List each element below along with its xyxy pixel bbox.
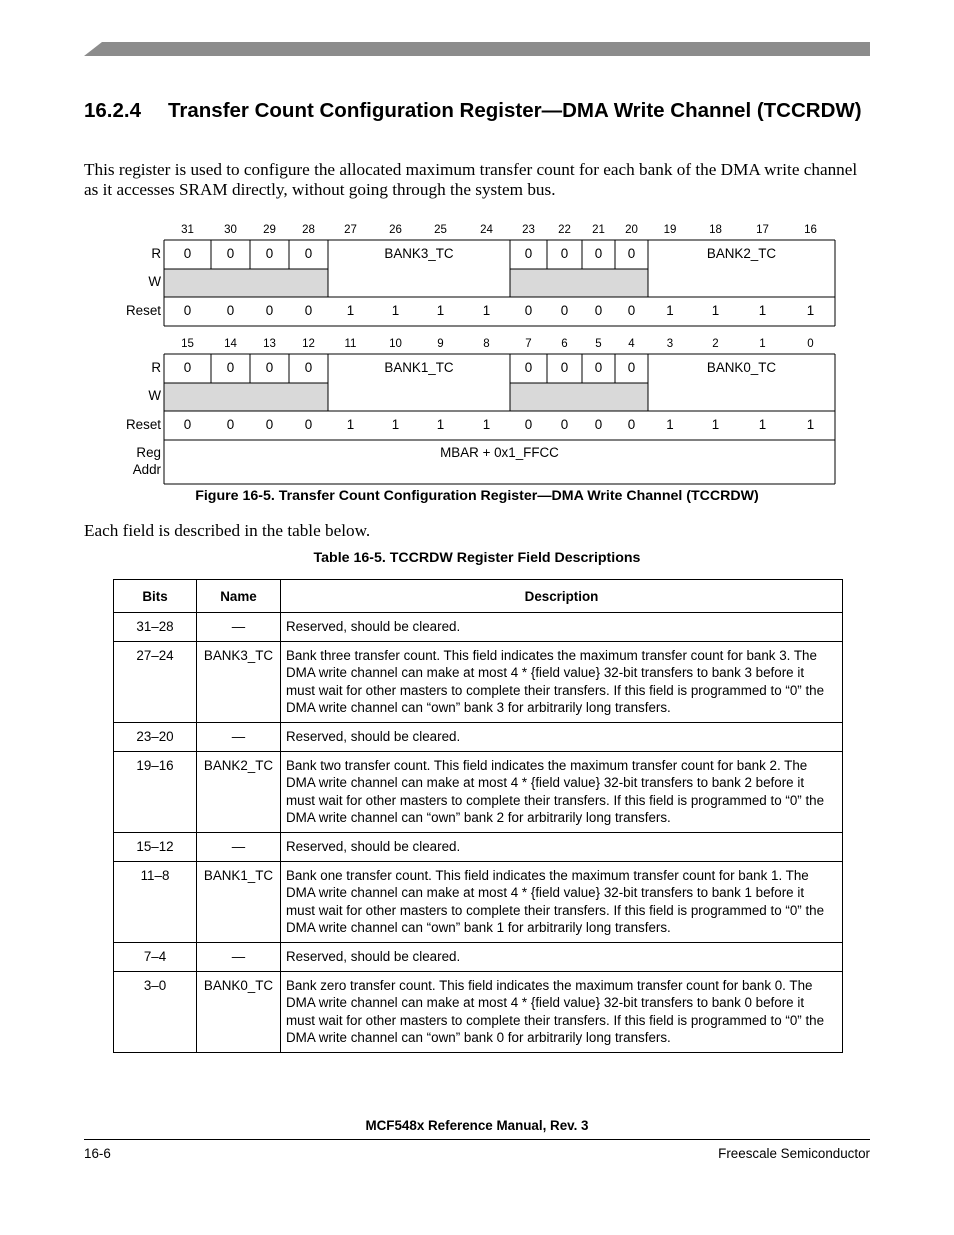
reset-bit-value: 0 <box>183 303 192 318</box>
bit-number: 26 <box>389 224 402 236</box>
bit-number: 17 <box>756 224 769 236</box>
table-row <box>114 862 843 943</box>
cell-description <box>281 833 843 862</box>
bit-number: 20 <box>625 224 638 236</box>
section-title: Transfer Count Configuration Register—DMA Write Channel (TCCRDW) <box>168 99 862 122</box>
table-row <box>114 972 843 1053</box>
reserved-bit-value: 0 <box>226 246 235 261</box>
field-name-low: BANK2_TC <box>706 246 777 261</box>
bit-number: 8 <box>483 338 490 350</box>
bit-number: 15 <box>181 338 194 350</box>
reset-bit-value: 0 <box>304 417 313 432</box>
description-line: DMA write channel can “own” bank 2 for arbitrarily long transfers. <box>286 809 671 825</box>
write-row-label: W <box>148 274 161 289</box>
register-diagram <box>0 0 954 520</box>
bit-number: 9 <box>437 338 444 350</box>
company-name: Freescale Semiconductor <box>718 1146 870 1161</box>
bit-number: 25 <box>434 224 447 236</box>
description-line: DMA write channel can make at most 4 * {field value} 32-bit transfers to bank 3 before it <box>286 665 805 681</box>
description-line: Bank two transfer count. This field indicates the maximum transfer count for bank 2. The <box>286 758 808 774</box>
read-row-label: R <box>151 246 161 261</box>
reserved-bit-value: 0 <box>304 360 313 375</box>
register-lower-half <box>126 338 835 440</box>
bit-number: 23 <box>522 224 535 236</box>
reserved-bit-value: 0 <box>524 360 533 375</box>
reset-bit-value: 0 <box>226 417 235 432</box>
bit-number: 12 <box>302 338 315 350</box>
bit-number: 4 <box>628 338 635 350</box>
bit-number: 18 <box>709 224 722 236</box>
cell-name: — <box>197 613 281 642</box>
cell-description <box>281 613 843 642</box>
description-line: DMA write channel can make at most 4 * {field value} 32-bit transfers to bank 2 before it <box>286 775 805 791</box>
cell-description <box>281 642 843 723</box>
bit-number: 14 <box>224 338 237 350</box>
description-line: Bank one transfer count. This field indicates the maximum transfer count for bank 1. The <box>286 868 809 884</box>
description-line: must wait for other masters to complete their transfers. If this field is programmed to “0” the <box>286 902 825 918</box>
reserved-bit-value: 0 <box>594 360 603 375</box>
reserved-bit-value: 0 <box>560 360 569 375</box>
bit-number: 16 <box>804 224 817 236</box>
reset-bit-value: 1 <box>346 303 355 318</box>
reset-bit-value: 0 <box>183 417 192 432</box>
reg-addr-label: Addr <box>132 462 161 477</box>
reset-bit-value: 1 <box>391 417 400 432</box>
reserved-write-shade <box>164 383 328 411</box>
cell-bits: 11–8 <box>114 862 197 943</box>
description-line: must wait for other masters to complete their transfers. If this field is programmed to “0” the <box>286 792 825 808</box>
reserved-bit-value: 0 <box>304 246 313 261</box>
reset-bit-value: 1 <box>758 417 767 432</box>
table-row <box>114 723 843 752</box>
description-line: DMA write channel can make at most 4 * {field value} 32-bit transfers to bank 1 before it <box>286 885 805 901</box>
description-line: Reserved, should be cleared. <box>286 729 461 745</box>
reserved-bit-value: 0 <box>627 360 636 375</box>
bit-number: 1 <box>759 338 766 350</box>
write-row-label: W <box>148 388 161 403</box>
field-description-table <box>113 579 843 1053</box>
cell-name: — <box>197 833 281 862</box>
section-number: 16.2.4 <box>84 99 141 122</box>
cell-bits: 31–28 <box>114 613 197 642</box>
footer-rule <box>84 1139 870 1140</box>
field-name-low: BANK0_TC <box>706 360 777 375</box>
reserved-write-shade <box>510 269 648 297</box>
bit-number: 27 <box>344 224 357 236</box>
bit-number: 0 <box>807 338 814 350</box>
bit-number: 5 <box>595 338 602 350</box>
reset-bit-value: 0 <box>627 303 636 318</box>
reset-bit-value: 0 <box>524 417 533 432</box>
reserved-bit-value: 0 <box>594 246 603 261</box>
reserved-bit-value: 0 <box>627 246 636 261</box>
reg-addr-value: MBAR + 0x1_FFCC <box>440 445 559 460</box>
cell-description <box>281 943 843 972</box>
bit-number: 7 <box>525 338 532 350</box>
reserved-bit-value: 0 <box>524 246 533 261</box>
table-title: Table 16-5. TCCRDW Register Field Descriptions <box>313 550 641 566</box>
bit-number: 30 <box>224 224 237 236</box>
reserved-bit-value: 0 <box>265 360 274 375</box>
cell-description <box>281 723 843 752</box>
reset-bit-value: 1 <box>711 303 720 318</box>
bit-number: 10 <box>389 338 402 350</box>
cell-name: BANK3_TC <box>197 642 281 723</box>
description-line: Reserved, should be cleared. <box>286 839 461 855</box>
cell-bits: 23–20 <box>114 723 197 752</box>
reserved-write-shade <box>510 383 648 411</box>
bit-number: 3 <box>666 338 674 350</box>
reserved-bit-value: 0 <box>183 246 192 261</box>
bit-number: 29 <box>263 224 276 236</box>
field-name-high: BANK1_TC <box>384 360 454 375</box>
cell-name: BANK2_TC <box>197 752 281 833</box>
description-line: DMA write channel can “own” bank 1 for arbitrarily long transfers. <box>286 919 671 935</box>
bit-number: 28 <box>302 224 315 236</box>
cell-name: — <box>197 723 281 752</box>
read-row-label: R <box>151 360 161 375</box>
table-header-row <box>114 580 843 613</box>
cell-bits: 7–4 <box>114 943 197 972</box>
reset-bit-value: 1 <box>758 303 767 318</box>
cell-bits: 15–12 <box>114 833 197 862</box>
reset-bit-value: 0 <box>560 417 569 432</box>
reset-row-label: Reset <box>126 303 161 318</box>
table-row <box>114 642 843 723</box>
reset-row-label: Reset <box>126 417 161 432</box>
description-line: must wait for other masters to complete their transfers. If this field is programmed to “0” the <box>286 682 825 698</box>
reserved-bit-value: 0 <box>183 360 192 375</box>
reset-bit-value: 0 <box>265 303 274 318</box>
reset-bit-value: 1 <box>482 417 491 432</box>
bit-number: 31 <box>181 224 194 236</box>
cell-description <box>281 862 843 943</box>
cell-name: BANK1_TC <box>197 862 281 943</box>
reserved-bit-value: 0 <box>226 360 235 375</box>
reset-bit-value: 0 <box>304 303 313 318</box>
cell-description <box>281 972 843 1053</box>
cell-bits: 19–16 <box>114 752 197 833</box>
reset-bit-value: 1 <box>436 303 445 318</box>
reg-addr-label: Reg <box>136 445 161 460</box>
bit-number: 22 <box>558 224 571 236</box>
table-row <box>114 613 843 642</box>
cell-bits: 27–24 <box>114 642 197 723</box>
bit-number: 6 <box>561 338 568 350</box>
reset-bit-value: 0 <box>560 303 569 318</box>
table-row <box>114 833 843 862</box>
reserved-bit-value: 0 <box>560 246 569 261</box>
reset-bit-value: 1 <box>666 417 674 432</box>
table-row <box>114 752 843 833</box>
cell-name: BANK0_TC <box>197 972 281 1053</box>
reset-bit-value: 1 <box>346 417 355 432</box>
reset-bit-value: 0 <box>594 303 603 318</box>
header-description: Description <box>281 580 843 613</box>
bit-number: 13 <box>263 338 276 350</box>
register-upper-half <box>126 224 835 326</box>
page-number: 16-6 <box>84 1146 111 1161</box>
reset-bit-value: 1 <box>711 417 720 432</box>
reserved-write-shade <box>164 269 328 297</box>
description-line: DMA write channel can make at most 4 * {field value} 32-bit transfers to bank 0 before it <box>286 995 805 1011</box>
description-line: must wait for other masters to complete their transfers. If this field is programmed to “0” the <box>286 1012 825 1028</box>
header-bits: Bits <box>114 580 197 613</box>
table-intro: Each field is described in the table below. <box>84 521 371 540</box>
reset-bit-value: 0 <box>594 417 603 432</box>
footer-manual-title: MCF548x Reference Manual, Rev. 3 <box>365 1118 589 1133</box>
description-line: Reserved, should be cleared. <box>286 949 461 965</box>
description-line: Bank zero transfer count. This field indicates the maximum transfer count for bank 0. The <box>286 978 813 994</box>
reset-bit-value: 0 <box>524 303 533 318</box>
register-address-row <box>133 440 835 484</box>
reserved-bit-value: 0 <box>265 246 274 261</box>
bit-number: 2 <box>712 338 719 350</box>
bit-number: 11 <box>344 338 357 350</box>
cell-description <box>281 752 843 833</box>
cell-name: — <box>197 943 281 972</box>
reset-bit-value: 0 <box>265 417 274 432</box>
reset-bit-value: 1 <box>436 417 445 432</box>
reset-bit-value: 1 <box>806 417 815 432</box>
description-line: Bank three transfer count. This field indicates the maximum transfer count for bank 3. The <box>286 648 817 664</box>
description-line: Reserved, should be cleared. <box>286 619 461 634</box>
table-row <box>114 943 843 972</box>
description-line: DMA write channel can “own” bank 0 for arbitrarily long transfers. <box>286 1029 671 1045</box>
figure-caption: Figure 16-5. Transfer Count Configuration Register—DMA Write Channel (TCCRDW) <box>195 488 759 504</box>
bit-number: 24 <box>480 224 493 236</box>
bit-number: 21 <box>592 224 605 236</box>
reset-bit-value: 1 <box>482 303 491 318</box>
reset-bit-value: 0 <box>226 303 235 318</box>
description-line: DMA write channel can “own” bank 3 for arbitrarily long transfers. <box>286 699 671 715</box>
reset-bit-value: 1 <box>391 303 400 318</box>
reset-bit-value: 1 <box>666 303 674 318</box>
cell-bits: 3–0 <box>114 972 197 1053</box>
reset-bit-value: 0 <box>627 417 636 432</box>
field-name-high: BANK3_TC <box>384 246 454 261</box>
reset-bit-value: 1 <box>806 303 815 318</box>
intro-paragraph: This register is used to configure the allocated maximum transfer count for each bank of the DMA write channel as it accesses SRAM directly, without going through the system bus. <box>84 160 858 199</box>
bit-number: 19 <box>663 224 677 236</box>
header-name: Name <box>197 580 281 613</box>
